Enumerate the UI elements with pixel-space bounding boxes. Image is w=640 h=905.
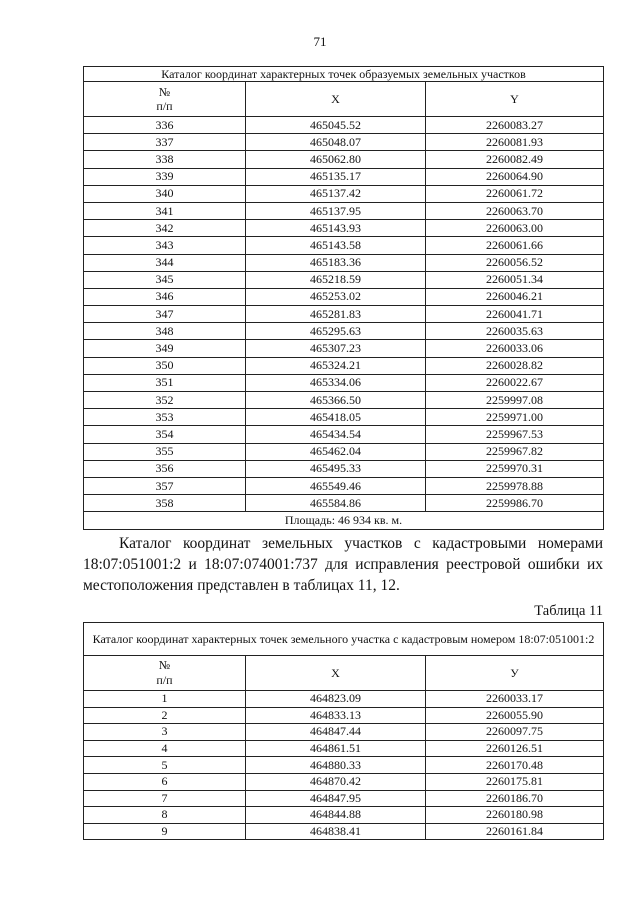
x-coordinate-cell: 464870.42: [246, 773, 426, 790]
point-number-cell: 344: [84, 254, 246, 271]
table-row: [84, 443, 604, 460]
y-coordinate-cell: 2260022.67: [426, 374, 604, 391]
point-number-cell: 6: [84, 773, 246, 790]
table-row: [84, 460, 604, 477]
y-coordinate-cell: 2260055.90: [426, 707, 604, 724]
x-coordinate-cell: 465045.52: [246, 117, 426, 134]
table-row: [84, 707, 604, 724]
x-coordinate-cell: 465495.33: [246, 460, 426, 477]
table-row: [84, 757, 604, 774]
column-header-y: У: [426, 656, 604, 691]
point-number-cell: 8: [84, 807, 246, 824]
table-caption-row: [84, 67, 604, 82]
column-header-y: Y: [426, 82, 604, 117]
x-coordinate-cell: 465137.95: [246, 202, 426, 219]
point-number-cell: 340: [84, 185, 246, 202]
table-caption: Каталог координат характерных точек земельного участка с кадастровым номером 18:07:051001:2: [84, 623, 604, 656]
x-coordinate-cell: 464880.33: [246, 757, 426, 774]
table-row: [84, 477, 604, 494]
point-number-cell: 337: [84, 134, 246, 151]
x-coordinate-cell: 464823.09: [246, 691, 426, 708]
x-coordinate-cell: 465253.02: [246, 288, 426, 305]
x-coordinate-cell: 465462.04: [246, 443, 426, 460]
y-coordinate-cell: 2259967.53: [426, 426, 604, 443]
table-row: [84, 202, 604, 219]
point-number-cell: 353: [84, 409, 246, 426]
y-coordinate-cell: 2260056.52: [426, 254, 604, 271]
table-row: [84, 790, 604, 807]
table-row: [84, 134, 604, 151]
y-coordinate-cell: 2259967.82: [426, 443, 604, 460]
table-row: [84, 409, 604, 426]
y-coordinate-cell: 2260033.06: [426, 340, 604, 357]
x-coordinate-cell: 464847.95: [246, 790, 426, 807]
coordinates-table-2: [83, 622, 604, 840]
table-row: [84, 323, 604, 340]
column-header-x: X: [246, 82, 426, 117]
point-number-cell: 341: [84, 202, 246, 219]
y-coordinate-cell: 2260083.27: [426, 117, 604, 134]
y-coordinate-cell: 2260061.66: [426, 237, 604, 254]
point-number-cell: 9: [84, 823, 246, 840]
x-coordinate-cell: 465183.36: [246, 254, 426, 271]
table-row: [84, 151, 604, 168]
y-coordinate-cell: 2260126.51: [426, 740, 604, 757]
y-coordinate-cell: 2260097.75: [426, 724, 604, 741]
y-coordinate-cell: 2259970.31: [426, 460, 604, 477]
y-coordinate-cell: 2260028.82: [426, 357, 604, 374]
point-number-cell: 356: [84, 460, 246, 477]
y-coordinate-cell: 2259997.08: [426, 392, 604, 409]
point-number-cell: 352: [84, 392, 246, 409]
table-row: [84, 168, 604, 185]
y-coordinate-cell: 2260063.70: [426, 202, 604, 219]
point-number-cell: 345: [84, 271, 246, 288]
y-coordinate-cell: 2260170.48: [426, 757, 604, 774]
point-number-cell: 2: [84, 707, 246, 724]
x-coordinate-cell: 465418.05: [246, 409, 426, 426]
header-number-abbr: п/п: [156, 99, 173, 113]
table-row: [84, 773, 604, 790]
x-coordinate-cell: 465584.86: [246, 495, 426, 512]
table-row: [84, 374, 604, 391]
area-total: Площадь: 46 934 кв. м.: [84, 512, 604, 529]
y-coordinate-cell: 2259986.70: [426, 495, 604, 512]
point-number-cell: 7: [84, 790, 246, 807]
y-coordinate-cell: 2259978.88: [426, 477, 604, 494]
y-coordinate-cell: 2260046.21: [426, 288, 604, 305]
x-coordinate-cell: 465334.06: [246, 374, 426, 391]
y-coordinate-cell: 2260041.71: [426, 306, 604, 323]
area-row: [84, 512, 604, 529]
table-caption: Каталог координат характерных точек образуемых земельных участков: [84, 67, 604, 82]
table-row: [84, 807, 604, 824]
header-number-abbr: п/п: [156, 673, 173, 687]
table-row: [84, 495, 604, 512]
x-coordinate-cell: 465295.63: [246, 323, 426, 340]
table-header-row: [84, 656, 604, 691]
column-header-number: [84, 656, 246, 691]
x-coordinate-cell: 464838.41: [246, 823, 426, 840]
x-coordinate-cell: 465048.07: [246, 134, 426, 151]
y-coordinate-cell: 2260063.00: [426, 220, 604, 237]
table-row: [84, 254, 604, 271]
x-coordinate-cell: 465549.46: [246, 477, 426, 494]
x-coordinate-cell: 464844.88: [246, 807, 426, 824]
y-coordinate-cell: 2260035.63: [426, 323, 604, 340]
coordinates-table-1: [83, 66, 604, 530]
y-coordinate-cell: 2260061.72: [426, 185, 604, 202]
x-coordinate-cell: 464861.51: [246, 740, 426, 757]
table-label: Таблица 11: [534, 603, 603, 619]
point-number-cell: 5: [84, 757, 246, 774]
column-header-x: X: [246, 656, 426, 691]
table-row: [84, 237, 604, 254]
x-coordinate-cell: 465324.21: [246, 357, 426, 374]
table-row: [84, 691, 604, 708]
point-number-cell: 351: [84, 374, 246, 391]
point-number-cell: 343: [84, 237, 246, 254]
x-coordinate-cell: 465143.93: [246, 220, 426, 237]
table-row: [84, 185, 604, 202]
table-row: [84, 117, 604, 134]
x-coordinate-cell: 465434.54: [246, 426, 426, 443]
x-coordinate-cell: 465281.83: [246, 306, 426, 323]
x-coordinate-cell: 465143.58: [246, 237, 426, 254]
table-row: [84, 426, 604, 443]
point-number-cell: 357: [84, 477, 246, 494]
table-row: [84, 288, 604, 305]
y-coordinate-cell: 2260186.70: [426, 790, 604, 807]
x-coordinate-cell: 465307.23: [246, 340, 426, 357]
point-number-cell: 3: [84, 724, 246, 741]
x-coordinate-cell: 465062.80: [246, 151, 426, 168]
point-number-cell: 358: [84, 495, 246, 512]
y-coordinate-cell: 2260161.84: [426, 823, 604, 840]
table-row: [84, 271, 604, 288]
body-paragraph: Каталог координат земельных участков с кадастровыми номерами 18:07:051001:2 и 18:07:074001:737 для исправления реестровой ошибки их местоположения представлен в таблицах 11, 12.: [83, 535, 603, 594]
x-coordinate-cell: 465135.17: [246, 168, 426, 185]
y-coordinate-cell: 2259971.00: [426, 409, 604, 426]
table-row: [84, 306, 604, 323]
table-row: [84, 340, 604, 357]
table-row: [84, 392, 604, 409]
table-caption-row: [84, 623, 604, 656]
point-number-cell: 354: [84, 426, 246, 443]
y-coordinate-cell: 2260082.49: [426, 151, 604, 168]
table-row: [84, 357, 604, 374]
point-number-cell: 342: [84, 220, 246, 237]
x-coordinate-cell: 464833.13: [246, 707, 426, 724]
y-coordinate-cell: 2260180.98: [426, 807, 604, 824]
point-number-cell: 346: [84, 288, 246, 305]
y-coordinate-cell: 2260033.17: [426, 691, 604, 708]
point-number-cell: 355: [84, 443, 246, 460]
page-number: 71: [313, 34, 327, 49]
point-number-cell: 4: [84, 740, 246, 757]
header-number-symbol: №: [158, 658, 171, 672]
table-row: [84, 724, 604, 741]
x-coordinate-cell: 464847.44: [246, 724, 426, 741]
y-coordinate-cell: 2260081.93: [426, 134, 604, 151]
point-number-cell: 348: [84, 323, 246, 340]
y-coordinate-cell: 2260051.34: [426, 271, 604, 288]
header-number-symbol: №: [158, 85, 171, 99]
table-row: [84, 220, 604, 237]
point-number-cell: 1: [84, 691, 246, 708]
x-coordinate-cell: 465218.59: [246, 271, 426, 288]
y-coordinate-cell: 2260175.81: [426, 773, 604, 790]
y-coordinate-cell: 2260064.90: [426, 168, 604, 185]
table-row: [84, 740, 604, 757]
point-number-cell: 336: [84, 117, 246, 134]
point-number-cell: 349: [84, 340, 246, 357]
point-number-cell: 339: [84, 168, 246, 185]
table-row: [84, 823, 604, 840]
table-header-row: [84, 82, 604, 117]
point-number-cell: 347: [84, 306, 246, 323]
point-number-cell: 350: [84, 357, 246, 374]
point-number-cell: 338: [84, 151, 246, 168]
column-header-number: [84, 82, 246, 117]
x-coordinate-cell: 465366.50: [246, 392, 426, 409]
x-coordinate-cell: 465137.42: [246, 185, 426, 202]
